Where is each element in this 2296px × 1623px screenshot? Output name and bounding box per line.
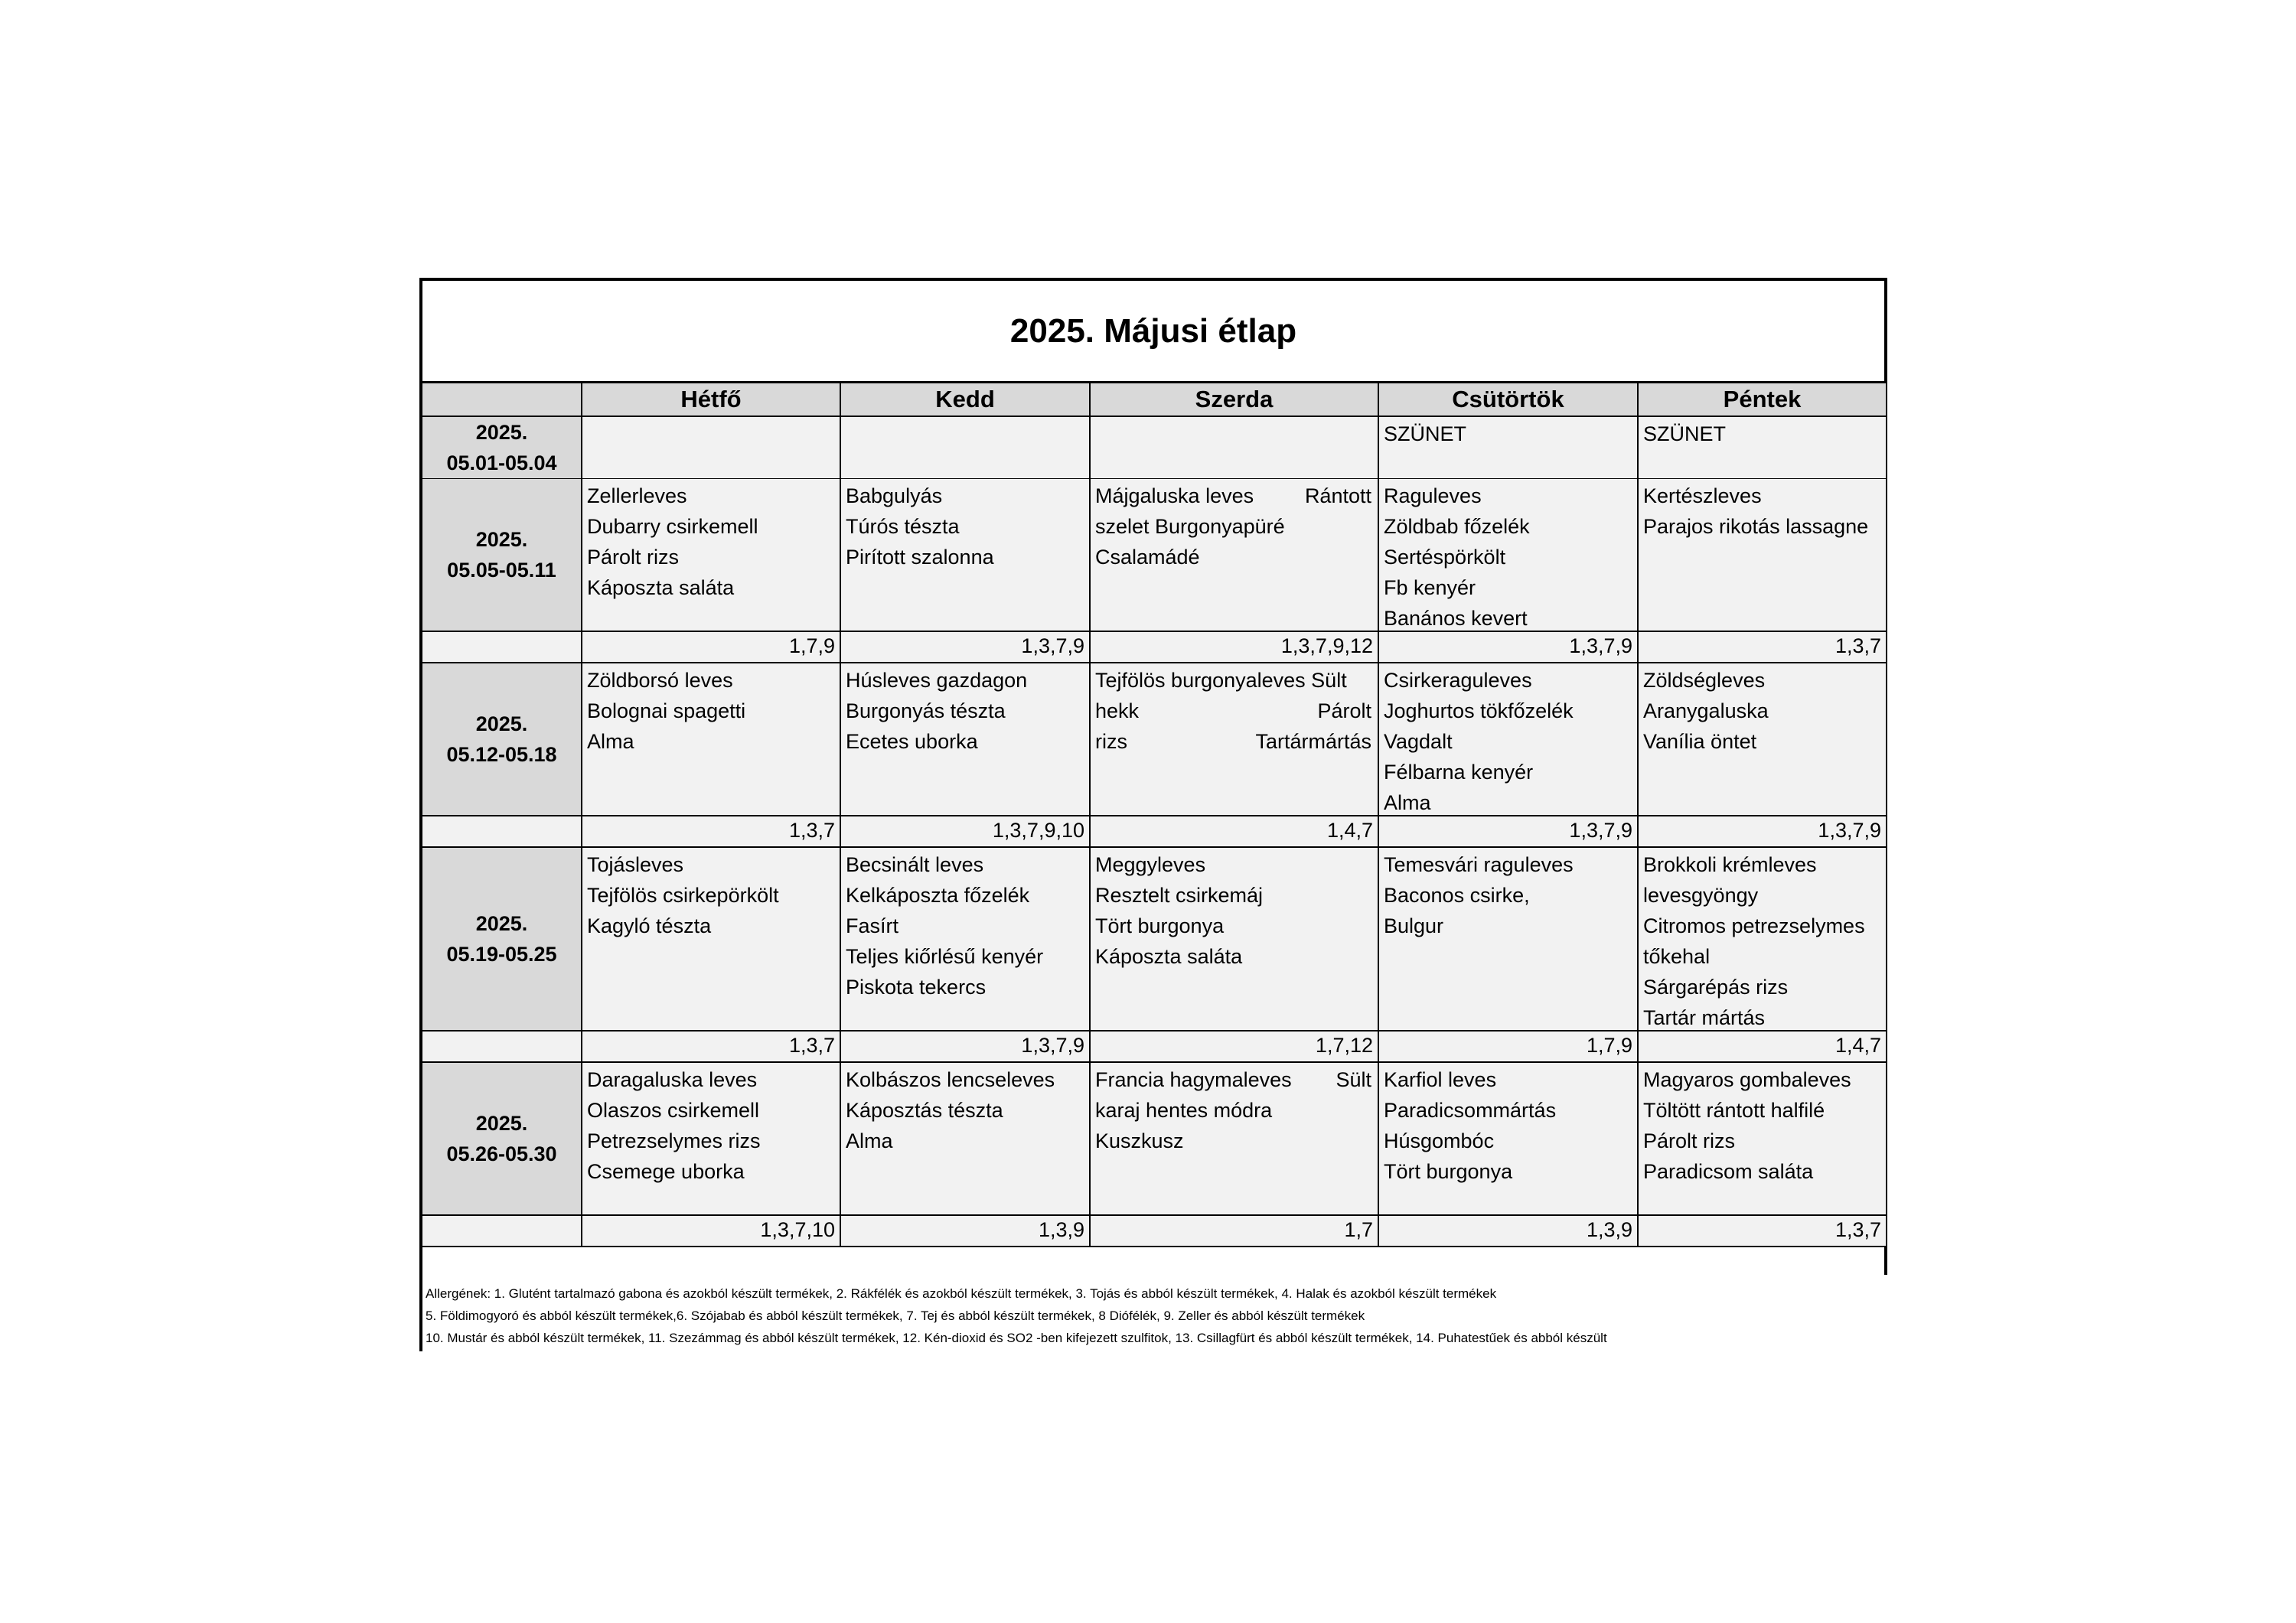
- menu-line: Kuszkusz: [1095, 1129, 1184, 1152]
- menu-line: Kertészleves: [1643, 484, 1762, 507]
- allergen-codes: 1,3,7,9: [841, 632, 1091, 663]
- allergen-codes: 1,3,7,9,10: [841, 816, 1091, 848]
- menu-line: hekk Párolt: [1095, 699, 1371, 722]
- menu-cell: [1639, 848, 1887, 1031]
- menu-line: Félbarna kenyér: [1384, 761, 1534, 784]
- menu-line: karaj hentes módra: [1095, 1099, 1273, 1122]
- allergen-row-label: [422, 1216, 582, 1247]
- day-header: Kedd: [841, 381, 1091, 417]
- week-year: 2025.: [475, 912, 528, 935]
- menu-cell: [1091, 479, 1379, 632]
- week-year: 2025.: [475, 712, 528, 735]
- menu-line: Alma: [1384, 791, 1431, 814]
- menu-line: Raguleves: [1384, 484, 1482, 507]
- menu-line: Fb kenyér: [1384, 576, 1476, 599]
- menu-cell: [582, 1063, 841, 1216]
- day-header: Szerda: [1091, 381, 1379, 417]
- allergen-codes: 1,3,7: [582, 816, 841, 848]
- menu-line: Bulgur: [1384, 914, 1444, 937]
- menu-cell: [1379, 479, 1639, 632]
- menu-line: Citromos petrezselymes: [1643, 914, 1865, 937]
- allergen-codes: 1,4,7: [1091, 816, 1379, 848]
- menu-line: Fasírt: [846, 914, 899, 937]
- menu-line: rizs Tartármártás: [1095, 730, 1371, 753]
- week-year: 2025.: [475, 528, 528, 551]
- week-range: 05.19-05.25: [446, 943, 557, 966]
- allergen-codes: 1,3,7,9: [1639, 816, 1887, 848]
- allergen-codes: 1,3,7: [1639, 1216, 1887, 1247]
- menu-line: Káposzta saláta: [1095, 945, 1243, 968]
- menu-line: Tejfölös burgonyaleves Sült: [1095, 669, 1347, 692]
- week-range: 05.12-05.18: [446, 743, 557, 766]
- menu-line: Banános kevert: [1384, 607, 1528, 630]
- menu-cell: [1639, 479, 1887, 632]
- menu-line: Piskota tekercs: [846, 976, 987, 999]
- allergen-codes: 1,7,9: [1379, 1031, 1639, 1063]
- week-date-cell: [422, 479, 582, 632]
- allergen-codes: 1,3,7,10: [582, 1216, 841, 1247]
- menu-line: SZÜNET: [1643, 422, 1726, 445]
- menu-line: Brokkoli krémleves: [1643, 853, 1817, 876]
- menu-line: Paradicsom saláta: [1643, 1160, 1814, 1183]
- allergen-codes: 1,3,7: [1639, 632, 1887, 663]
- day-header: Péntek: [1639, 381, 1887, 417]
- day-header-empty: [422, 381, 582, 417]
- menu-line: Káposztás tészta: [846, 1099, 1003, 1122]
- menu-line: Aranygaluska: [1643, 699, 1769, 722]
- week-year: 2025.: [475, 421, 528, 444]
- menu-cell: [1639, 417, 1887, 480]
- allergen-codes: 1,4,7: [1639, 1031, 1887, 1063]
- menu-cell: [1091, 1063, 1379, 1216]
- allergen-codes: 1,3,7,9: [1379, 816, 1639, 848]
- menu-line: Alma: [846, 1129, 893, 1152]
- menu-cell: [841, 417, 1091, 480]
- menu-line: Ecetes uborka: [846, 730, 978, 753]
- day-header: Hétfő: [582, 381, 841, 417]
- allergen-legend-line: Allergének: 1. Glutént tartalmazó gabona és azokból készült termékek, 2. Rákfélék és azokból készült termékek, 3. Tojás és abból készült termékek, 4. Halak és azokból készült termékek: [426, 1286, 1497, 1301]
- week-range: 05.26-05.30: [446, 1142, 557, 1165]
- menu-line: Tört burgonya: [1095, 914, 1225, 937]
- week-date-cell: [422, 848, 582, 1031]
- menu-cell: [841, 663, 1091, 816]
- menu-cell: [1379, 848, 1639, 1031]
- menu-line: Vanília öntet: [1643, 730, 1757, 753]
- menu-line: Zellerleves: [587, 484, 687, 507]
- menu-table: [419, 278, 1887, 1351]
- menu-line: SZÜNET: [1384, 422, 1466, 445]
- menu-line: szelet Burgonyapüré: [1095, 515, 1285, 538]
- menu-cell: [841, 479, 1091, 632]
- menu-line: Resztelt csirkemáj: [1095, 884, 1264, 907]
- menu-cell: [1091, 663, 1379, 816]
- menu-line: Teljes kiőrlésű kenyér: [846, 945, 1044, 968]
- menu-cell: [582, 479, 841, 632]
- menu-line: Kagyló tészta: [587, 914, 712, 937]
- menu-line: Olaszos csirkemell: [587, 1099, 760, 1122]
- menu-line: Temesvári raguleves: [1384, 853, 1574, 876]
- menu-line: Parajos rikotás lassagne: [1643, 515, 1869, 538]
- menu-line: Dubarry csirkemell: [587, 515, 758, 538]
- allergen-row-label: [422, 632, 582, 663]
- menu-cell: [582, 417, 841, 480]
- allergen-row-label: [422, 1031, 582, 1063]
- menu-line: Tejfölös csirkepörkölt: [587, 884, 779, 907]
- allergen-codes: 1,7,9: [582, 632, 841, 663]
- allergen-codes: 1,3,9: [841, 1216, 1091, 1247]
- menu-line: Töltött rántott halfilé: [1643, 1099, 1825, 1122]
- menu-line: Karfiol leves: [1384, 1068, 1497, 1091]
- allergen-legend-line: 10. Mustár és abból készült termékek, 11. Szezámmag és abból készült termékek, 12. Kén-dioxid és SO2 -ben kifejezett szulfitok, 13. Csillagfürt és abból készült termékek, 14. Puhatestűek és abból készült: [426, 1331, 1607, 1345]
- menu-line: Zöldborsó leves: [587, 669, 733, 692]
- menu-cell: [841, 1063, 1091, 1216]
- allergen-codes: 1,3,7,9,12: [1091, 632, 1379, 663]
- allergen-legend: [422, 1275, 1887, 1351]
- menu-cell: [1379, 663, 1639, 816]
- menu-line: Káposzta saláta: [587, 576, 735, 599]
- menu-line: Becsinált leves: [846, 853, 984, 876]
- menu-line: Alma: [587, 730, 634, 753]
- menu-line: Kelkáposzta főzelék: [846, 884, 1030, 907]
- menu-line: Zöldbab főzelék: [1384, 515, 1530, 538]
- menu-line: Párolt rizs: [1643, 1129, 1736, 1152]
- menu-line: Csirkeraguleves: [1384, 669, 1532, 692]
- week-date-cell: [422, 663, 582, 816]
- menu-line: Tartár mártás: [1643, 1006, 1766, 1029]
- menu-line: Petrezselymes rizs: [587, 1129, 761, 1152]
- week-range: 05.01-05.04: [446, 451, 557, 474]
- allergen-row-label: [422, 816, 582, 848]
- menu-line: Májgaluska leves Rántott: [1095, 484, 1371, 507]
- menu-cell: [1639, 1063, 1887, 1216]
- menu-cell: [1091, 848, 1379, 1031]
- allergen-codes: 1,3,7,9: [1379, 632, 1639, 663]
- menu-cell: [582, 663, 841, 816]
- menu-line: Daragaluska leves: [587, 1068, 758, 1091]
- menu-line: Húsleves gazdagon: [846, 669, 1028, 692]
- menu-cell: [1639, 663, 1887, 816]
- menu-line: Tojásleves: [587, 853, 684, 876]
- menu-cell: [1379, 1063, 1639, 1216]
- allergen-codes: 1,7: [1091, 1216, 1379, 1247]
- day-header: Csütörtök: [1379, 381, 1639, 417]
- menu-line: Pirított szalonna: [846, 546, 994, 569]
- menu-line: Paradicsommártás: [1384, 1099, 1557, 1122]
- menu-line: Babgulyás: [846, 484, 943, 507]
- menu-line: Sárgarépás rizs: [1643, 976, 1789, 999]
- menu-line: Vagdalt: [1384, 730, 1453, 753]
- week-year: 2025.: [475, 1112, 528, 1135]
- menu-line: Tört burgonya: [1384, 1160, 1513, 1183]
- menu-cell: [841, 848, 1091, 1031]
- week-date-cell: [422, 417, 582, 480]
- allergen-legend-line: 5. Földimogyoró és abból készült termékek,6. Szójabab és abból készült termékek, 7. Tej és abból készült termékek, 8 Diófélék, 9. Zeller és abból készült termékek: [426, 1309, 1365, 1323]
- menu-cell: [1379, 417, 1639, 480]
- menu-line: Burgonyás tészta: [846, 699, 1006, 722]
- page-title: 2025. Májusi étlap: [1009, 311, 1297, 350]
- menu-line: Meggyleves: [1095, 853, 1206, 876]
- menu-line: Joghurtos tökfőzelék: [1384, 699, 1574, 722]
- allergen-codes: 1,3,9: [1379, 1216, 1639, 1247]
- week-date-cell: [422, 1063, 582, 1216]
- menu-line: Csalamádé: [1095, 546, 1200, 569]
- menu-line: Kolbászos lencseleves: [846, 1068, 1055, 1091]
- menu-cell: [1091, 417, 1379, 480]
- menu-cell: [582, 848, 841, 1031]
- allergen-codes: 1,7,12: [1091, 1031, 1379, 1063]
- menu-line: Túrós tészta: [846, 515, 960, 538]
- menu-line: Bolognai spagetti: [587, 699, 746, 722]
- menu-line: levesgyöngy: [1643, 884, 1759, 907]
- allergen-codes: 1,3,7: [582, 1031, 841, 1063]
- menu-line: tőkehal: [1643, 945, 1711, 968]
- menu-line: Sertéspörkölt: [1384, 546, 1506, 569]
- menu-line: Francia hagymaleves Sült: [1095, 1068, 1371, 1091]
- menu-line: Magyaros gombaleves: [1643, 1068, 1851, 1091]
- week-range: 05.05-05.11: [447, 559, 556, 582]
- menu-line: Baconos csirke,: [1384, 884, 1530, 907]
- menu-line: Húsgombóc: [1384, 1129, 1495, 1152]
- allergen-codes: 1,3,7,9: [841, 1031, 1091, 1063]
- menu-line: Zöldségleves: [1643, 669, 1766, 692]
- menu-line: Csemege uborka: [587, 1160, 745, 1183]
- menu-line: Párolt rizs: [587, 546, 680, 569]
